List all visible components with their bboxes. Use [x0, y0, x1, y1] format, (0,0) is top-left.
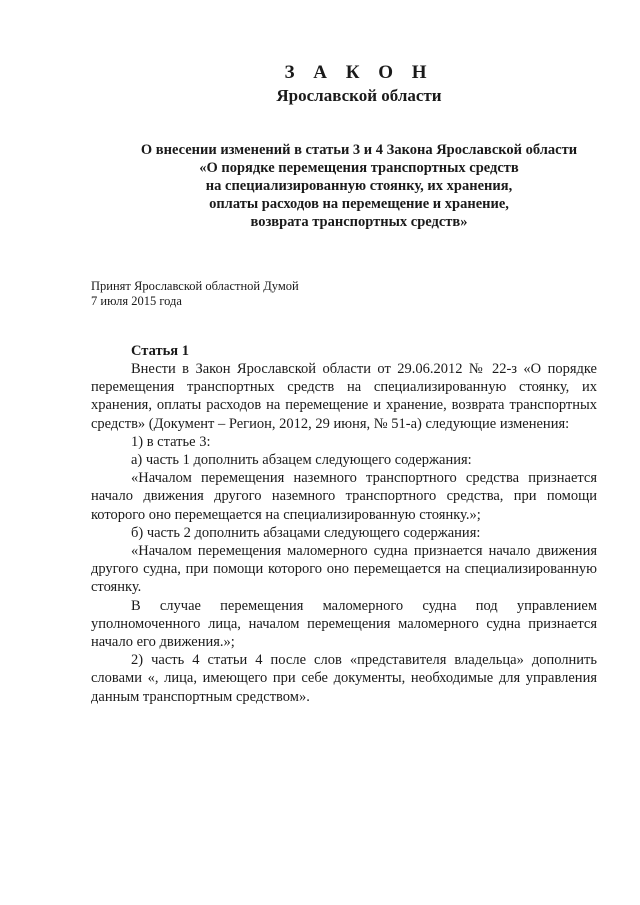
subject-line: возврата транспортных средств» [250, 214, 468, 230]
law-region: Ярославской области [276, 86, 442, 105]
paragraph: Внести в Закон Ярославской области от 29.06.2012 № 22-з «О порядке перемещения транспортных средств на специализированную стоянку, их хранения, оплаты расходов на перемещение и хранение, возврата транспортных средств» (Документ – Регион, 2012, 29 июня, № 51-а) следующие изменения: [91, 361, 597, 432]
paragraph: а) часть 1 дополнить абзацем следующего содержания: [131, 452, 472, 469]
subject-line: О внесении изменений в статьи 3 и 4 Закона Ярославской области [140, 142, 578, 158]
paragraph: 1) в статье 3: [131, 433, 211, 450]
paragraph: 2) часть 4 статьи 4 после слов «представителя владельца» дополнить словами «, лица, имеющего при себе документы, необходимые для управления данным транспортным средством». [91, 652, 597, 705]
adoption-date: 7 июля 2015 года [91, 294, 182, 308]
article-heading: Статья 1 [131, 343, 189, 359]
law-title: З А К О Н [284, 62, 434, 83]
adoption-info [91, 279, 299, 309]
paragraph: «Началом перемещения маломерного судна признается начало движения другого судна, при помощи которого оно перемещается на специализированную стоянку. [91, 543, 597, 596]
subject-line: «О порядке перемещения транспортных средств [199, 160, 519, 176]
subject-line: на специализированную стоянку, их хранения, [205, 178, 513, 194]
article-body [91, 360, 597, 706]
paragraph: б) часть 2 дополнить абзацами следующего содержания: [131, 524, 481, 541]
adoption-body: Принят Ярославской областной Думой [91, 279, 299, 293]
law-subject [0, 141, 640, 231]
paragraph: В случае перемещения маломерного судна под управлением уполномоченного лица, началом перемещения маломерного судна признается начало его движения.»; [91, 597, 597, 651]
paragraph: «Началом перемещения наземного транспортного средства признается начало движения другого наземного транспортного средства, при помощи которого оно перемещается на специализированную стоянку.»; [91, 470, 597, 523]
subject-line: оплаты расходов на перемещение и хранение, [209, 196, 509, 212]
